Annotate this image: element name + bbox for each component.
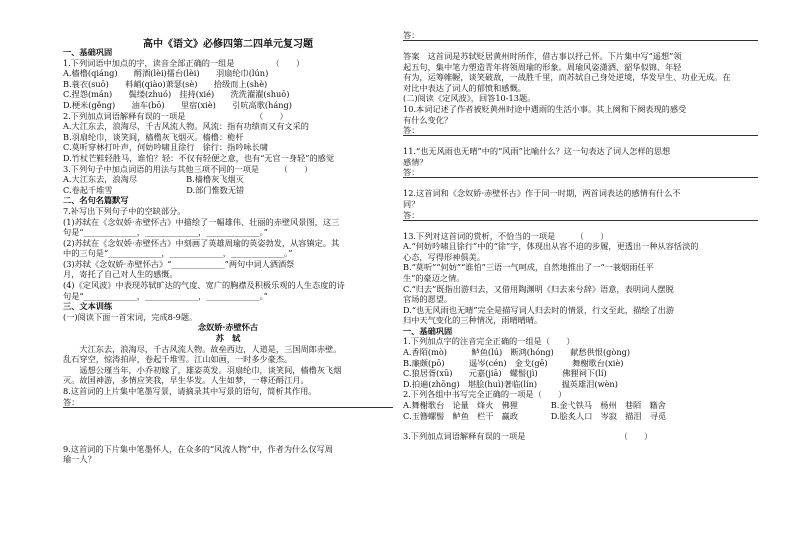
left-text-line: 灭。故国神游，多情应笑我，早生华发。人生如梦，一尊还酹江月。 [63, 375, 309, 386]
right-text-line: B.“莫听”“何妨”“谁怕”三语一气呵成，自然地推出了一“一蓑烟雨任平 [403, 262, 654, 273]
right-text-line: D.“也无风雨也无晴”完全是描写词人归去时的情景，行文至此，描绘了出游 [403, 304, 675, 315]
left-section-heading: 一、基础巩固 [63, 47, 113, 57]
right-text-line: 对比中表达了词人的郁愤和感慨。 [403, 82, 526, 93]
right-text-line: 有为，运筹帷幄，谈笑破敌，一战胜千里，而苏轼自己身处逆境，华发早生、功业无成。在 [403, 72, 731, 83]
left-text-line: C.卷起千堆雪 D.部门惟数无错 [63, 184, 245, 195]
left-text-line: 句是“_____________，_____________，_____________。” [63, 290, 268, 301]
left-text-line: 月，寄托了自己对人生的感慨。 [63, 269, 178, 280]
page-title: 高中《语文》必修四第二四单元复习题 [143, 39, 313, 50]
right-text-line: 12.这首词和《念奴娇·赤壁怀古》作于同一时期，两首词表达的感情有什么不 [403, 188, 681, 199]
right-answer-line: 答： [403, 210, 758, 221]
right-text-line: 起五句，集中笔力塑造青年将领周瑜的形象。周瑜风姿潇洒、韶华似锦、年轻 [403, 61, 682, 72]
right-text-line: B.廉颇(pō) 遥岑(cén) 金戈(gē) 舞榭歌台(xiè) [403, 357, 624, 368]
left-text-line: (一)阅读下面一首宋词，完成8-9题。 [63, 311, 198, 322]
left-text-line: C.莫听穿林打叶声，何妨吟啸且徐行 徐行：指吟咏长啸 [63, 142, 269, 153]
left-section-heading: 二、名句名篇默写 [63, 195, 129, 206]
left-text-line: (1)苏轼在《念奴娇·赤壁怀古》中描绘了一幅雄伟、壮丽的赤壁风景图，这三 [63, 216, 340, 227]
right-answer-line: 答： [403, 30, 758, 41]
right-answer-line: 答： [403, 125, 758, 136]
right-text-line: 归中天气变化的三种情况，雨晴晴晴。 [403, 315, 543, 326]
left-text-line: 1.下列词语中加点的字，读音全部正确的一组是 （ ） [63, 57, 305, 68]
right-text-line: 2.下列各组中书写完全正确的一项是（ ） [403, 389, 567, 400]
left-text-line: (3)苏轼《念奴娇·赤壁怀古》“_____________”两句中词人洒酒祭 [63, 258, 295, 269]
right-text-line: 10.本词记述了作者被贬黄州时途中遇雨的生活小事。其上阕和下阕表现的感受 [403, 103, 687, 114]
left-text-line: 中的三句是“_____________，_____________，_____________。” [63, 248, 293, 259]
left-text-line: 遥想公瑾当年，小乔初嫁了，雄姿英发。羽扇纶巾，谈笑间，樯橹灰飞烟 [63, 364, 342, 375]
right-text-line: 同？ [403, 198, 420, 209]
right-text-line: (二)阅读《定风波》，回答10-13题。 [403, 93, 536, 104]
left-text-line: 乱石穿空，惊涛拍岸，卷起千堆雪。江山如画，一时多少豪杰。 [63, 354, 293, 365]
left-text-line: B.羽扇纶巾，谈笑间，樯橹灰飞烟灭。樯橹：桅杆 [63, 131, 244, 142]
right-text-line: A.香陌(mò) 鲈鱼(lú) 断鸿(hóng) 献愁供恨(gòng) [403, 347, 631, 358]
left-section-heading: 三、文本训练 [63, 301, 113, 312]
right-spacer [403, 41, 758, 51]
left-answer-line: 答： [63, 397, 393, 408]
left-column [63, 47, 393, 465]
right-spacer [403, 178, 758, 188]
left-text-line: 大江东去，浪淘尽，千古风流人物。故垒西边，人道是，三国周郎赤壁。 [63, 343, 342, 354]
left-text-line: 句是“_____________，_____________，_____________。” [63, 227, 268, 238]
left-text-line: (2)苏轼在《念奴娇·赤壁怀古》中刻画了英雄周瑜的英姿勃发，从容镇定。其 [63, 237, 340, 248]
right-text-line: 心态，写得形神俱美。 [403, 251, 485, 262]
right-text-line: 生”的豪迈之情。 [403, 272, 465, 283]
left-spacer [63, 426, 393, 444]
right-spacer [403, 421, 758, 431]
right-column [403, 30, 758, 442]
left-text-line: 瑜一人？ [63, 454, 96, 465]
left-text-line: 9.这首词的下片集中笔墨怀人，在众多的“风流人物”中，作者为什么仅写周 [63, 443, 333, 454]
left-spacer [63, 408, 393, 426]
left-text-line: (4)《定风波》中表现苏轼旷达的气度、宽广的胸襟及积极乐观的人生态度的诗 [63, 280, 345, 291]
left-text-line: 苏 轼 [215, 333, 241, 344]
right-text-line: C.玉簪螺髻 鲈鱼 栏干 赢政 D.脍炙人口 岑寂 描泪 寻觅 [403, 410, 667, 421]
right-text-line: A.舞榭歌台 论量 烽火 佛狸 B.金弋铁马 杨州 巷陌 籍舍 [403, 400, 666, 411]
right-spacer [403, 136, 758, 146]
left-text-line: 2.下列加点词语解释有误的一项是 （ ） [63, 110, 288, 121]
left-text-line: C.捏怨(mán) 鬓缕(zhuó) 挂持(xié) 洗洗濯濯(shuō) [63, 89, 290, 100]
left-text-line: 3.下列句子中加点词语的用法与其他三项不同的一项是 （ ） [63, 163, 313, 174]
right-text-line: D.拍遍(zhōng) 堪脍(huì)著临(lín) 揾英雄泪(wèn) [403, 378, 618, 389]
left-text-line: 念奴娇·赤壁怀古 [197, 322, 259, 333]
left-text-line: D.梗米(gěng) 油车(bō) 里宿(xiè) 引吭高歌(háng) [63, 99, 292, 110]
left-text-line: B.蓑衣(suō) 料峭(qiào)萧瑟(sè) 拾级而上(shè) [63, 78, 268, 89]
right-text-line: 11.“也无风雨也无晴”中的“风雨”比喻什么？这一句表达了词人怎样的思想 [403, 146, 671, 157]
right-section-heading: 一、基础巩固 [403, 325, 453, 336]
left-text-line: 7.补写出下列句子中的空缺部分。 [63, 205, 186, 216]
right-text-line: C.“归去”既指出游归去，又借用陶渊明《归去来兮辞》语意，表明词人摆脱 [403, 283, 674, 294]
left-text-line: A.大江东去，浪淘尽，千古风流人物。风流：指有功绩而又有文采的 [63, 121, 309, 132]
right-text-line: 答案 这首词是苏轼贬居黄州时所作，借古事以抒己怀。下片集中写“遥想”领 [403, 51, 682, 61]
right-text-line: 13.下列对这首词的赏析，不恰当的一项是 （ ） [403, 230, 609, 241]
right-spacer [403, 221, 758, 231]
right-text-line: 感情？ [403, 156, 428, 167]
right-text-line: 1.下列加点字的注音完全正确的一组是（ ） [403, 336, 575, 347]
right-answer-line: 答： [403, 167, 758, 178]
left-text-line: A.樯橹(qiáng) 酹酒(lèi)擂台(lèi) 羽扇纶巾(lún) [63, 68, 269, 79]
left-text-line: D.竹杖芒鞋轻胜马，谁怕？轻：不仅有轻便之意，也有“无官一身轻”的感觉 [63, 152, 335, 163]
right-text-line: C.狼居胥(xū) 元嘉(jiā) 螺髻(jì) 佛狸祠下(lí) [403, 368, 607, 379]
left-text-line: 8.这首词的上片集中笔墨写景，请摘录其中写景的语句，简析其作用。 [63, 386, 317, 396]
right-text-line: 有什么变化？ [403, 114, 453, 125]
right-text-line: 官场的愿望。 [403, 294, 453, 305]
right-text-line: A.“何妨吟啸且徐行”中的“徐”字，体现出从容不迫的步履，更透出一种从容恬淡的 [403, 241, 699, 252]
left-text-line: A.大江东去，浪淘尽 B.樯橹灰飞烟灭 [63, 174, 244, 185]
right-text-line: 3.下列加点词语解释有误的一项是 （ ） [403, 431, 653, 442]
